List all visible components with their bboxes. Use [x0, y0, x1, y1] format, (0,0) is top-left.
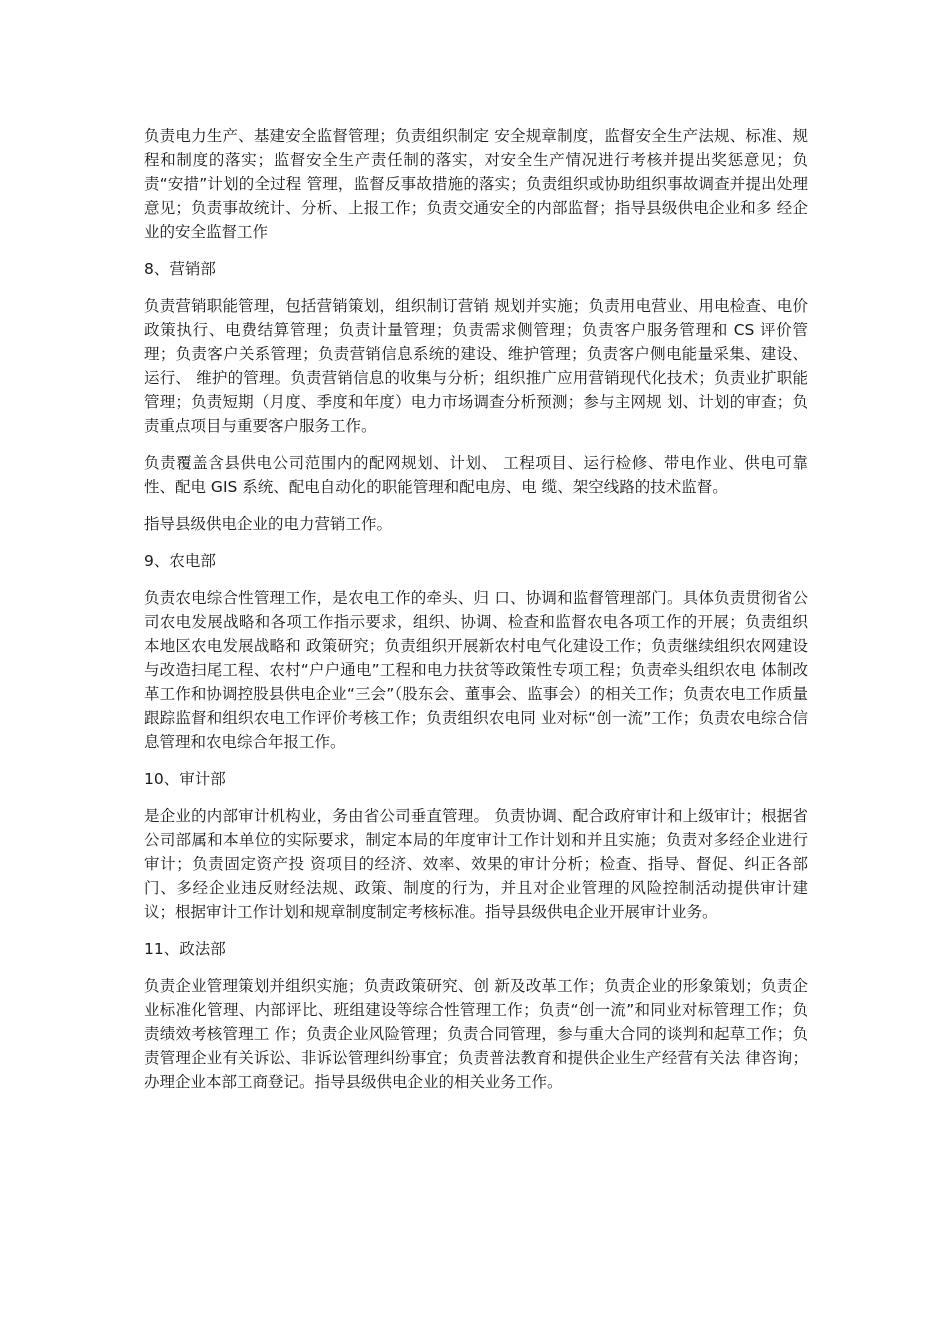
paragraph-rural-power-duties: 负责农电综合性管理工作，是农电工作的牵头、归 口、协调和监督管理部门。具体负责贯彻省公司农电发展战略和各项工作指示要求，组织、协调、检查和监督农电各项工作的开展；负责组织本地区农电发展战略和 政策研究；负责组织开展新农村电气化建设工作；负责继续组织农网建设与改造扫尾工程、农村“户户通电”工程和电力扶贫等政策性专项工程；负责牵头组织农电 体制改革工作和协调控股县供电企业“三会”（股东会、董事会、监事会）的相关工作；负责农电工作质量跟踪监督和组织农电工作评价考核工作；负责组织农电同 业对标“创一流”工作；负责农电综合信息管理和农电综合年报工作。 [144, 589, 808, 751]
paragraph-audit-duties: 是企业的内部审计机构业，务由省公司垂直管理。 负责协调、配合政府审计和上级审计；根据省公司部属和本单位的实际要求，制定本局的年度审计工作计划和并且实施；负责对多经企业进行审计；负责固定资产投 资项目的经济、效率、效果的审计分析；检查、指导、督促、纠正各部门、多经企业违反财经法规、政策、制度的行为，并且对企业管理的风险控制活动提供审计建 议；根据审计工作计划和规章制度制定考核标准。指导县级供电企业开展审计业务。 [144, 807, 808, 921]
paragraph-safety-duties: 负责电力生产、基建安全监督管理；负责组织制定 安全规章制度，监督安全生产法规、标准、规程和制度的落实；监督安全生产责任制的落实，对安全生产情况进行考核并提出奖惩意见；负责“安措”计划的全过程 管理，监督反事故措施的落实；负责组织或协助组织事故调查并提出处理意见；负责事故统计、分析、上报工作；负责交通安全的内部监督；指导县级供电企业和多 经企业的安全监督工作 [144, 127, 808, 241]
section-heading-legal: 11、政法部 [144, 940, 226, 958]
section-heading-audit: 10、审计部 [144, 770, 226, 788]
paragraph-marketing-guidance: 指导县级供电企业的电力营销工作。 [144, 515, 393, 533]
section-heading-rural-power: 9、农电部 [144, 552, 216, 570]
section-heading-marketing: 8、营销部 [144, 260, 216, 278]
paragraph-distribution-duties: 负责覆盖含县供电公司范围内的配网规划、计划、 工程项目、运行检修、带电作业、供电可靠性、配电 GIS 系统、配电自动化的职能管理和配电房、电 缆、架空线路的技术监督。 [144, 454, 808, 496]
paragraph-legal-duties: 负责企业管理策划并组织实施；负责政策研究、创 新及改革工作；负责企业的形象策划；负责企业标准化管理、内部评比、班组建设等综合性管理工作；负责“创一流”和同业对标管理工作；负责绩效考核管理工 作；负责企业风险管理；负责合同管理，参与重大合同的谈判和起草工作；负责管理企业有关诉讼、非诉讼管理纠纷事宜；负责普法教育和提供企业生产经营有关法 律咨询；办理企业本部工商登记。指导县级供电企业的相关业务工作。 [144, 977, 808, 1091]
paragraph-marketing-duties: 负责营销职能管理，包括营销策划，组织制订营销 规划并实施；负责用电营业、用电检查、电价政策执行、电费结算管理；负责计量管理；负责需求侧管理；负责客户服务管理和 CS 评价管理；负责客户关系管理；负责营销信息系统的建设、维护管理；负责客户侧电能量采集、建设、运行、 维护的管理。负责营销信息的收集与分析；组织推广应用营销现代化技术；负责业扩职能管理；负责短期（月度、季度和年度）电力市场调查分析预测；参与主网规 划、计划的审查；负责重点项目与重要客户服务工作。 [144, 297, 808, 435]
document-body [144, 124, 808, 1107]
